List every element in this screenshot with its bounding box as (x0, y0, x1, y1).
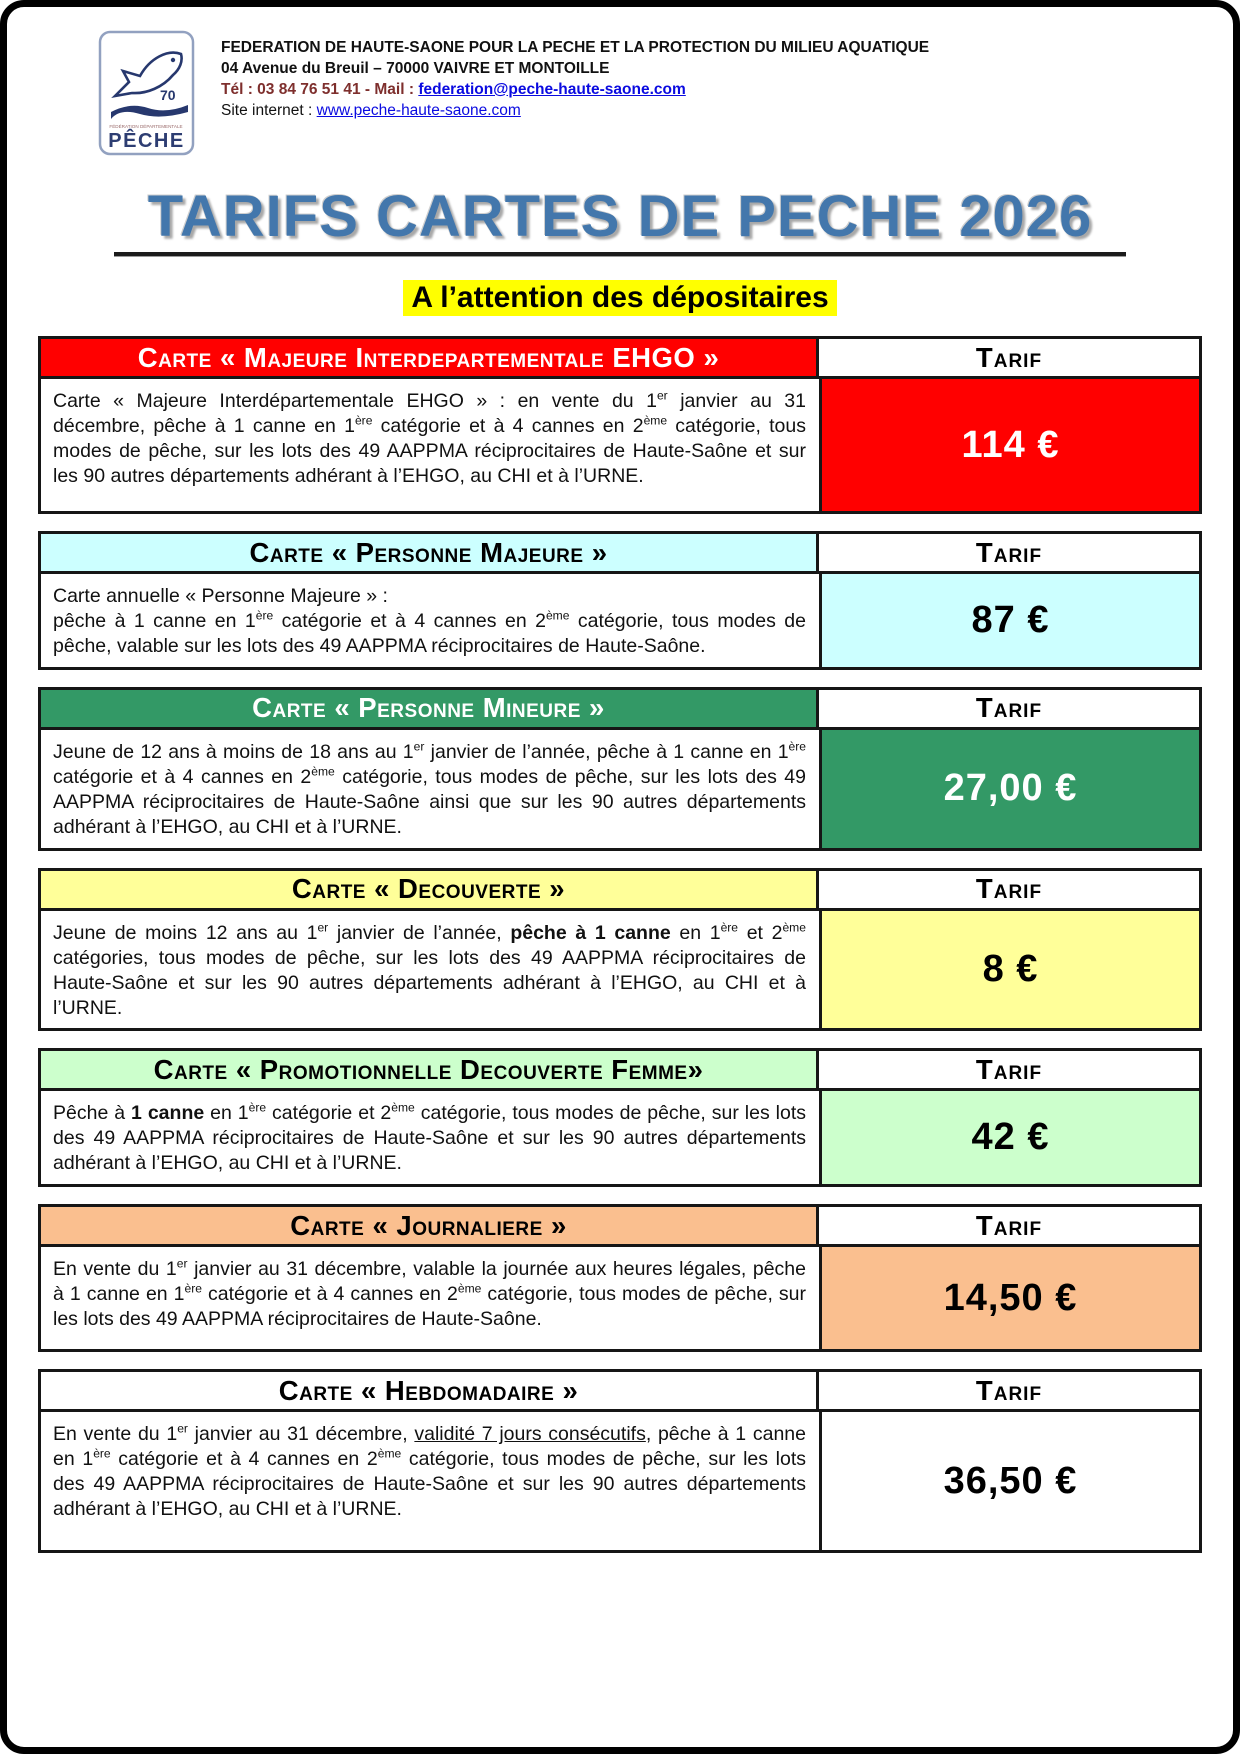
subtitle-block (38, 280, 1202, 316)
tariff-table-personne-mineure (38, 687, 1202, 851)
card-name-header: Carte « Promotionnelle Decouverte Femme» (41, 1051, 819, 1088)
website-line (221, 101, 929, 122)
phone-and-mail-line (221, 80, 929, 101)
table-body-row (41, 376, 1199, 511)
card-name-header: Carte « Decouverte » (41, 871, 819, 908)
tarif-column-header: Tarif (819, 1372, 1199, 1409)
card-name-header: Carte « Journaliere » (41, 1207, 819, 1244)
card-description: En vente du 1er janvier au 31 décembre, valable la journée aux heures légales, pêche à 1 canne en 1ère catégorie et à 4 cannes en 2ème catégorie, tous modes de pêche, sur les lots des 49 AAPPMA réciprocitaires de Haute-Saône. (53, 1256, 807, 1331)
logo-department-number: 70 (160, 87, 176, 103)
title-underline (114, 252, 1126, 256)
card-name-header: Carte « Majeure Interdepartementale EHGO » (41, 339, 819, 376)
card-name-header: Carte « Personne Majeure » (41, 534, 819, 571)
federation-name: FEDERATION DE HAUTE-SAONE POUR LA PECHE ET LA PROTECTION DU MILIEU AQUATIQUE (221, 39, 930, 56)
card-description: En vente du 1er janvier au 31 décembre, validité 7 jours consécutifs, pêche à 1 canne en 1ère catégorie et à 4 cannes en 2ème catégorie, tous modes de pêche, sur les lots des 49 AAPPMA réciprocitaires de Haute-Saône et sur les 90 autres départements adhérant à l’EHGO, au CHI et à l’URNE. (53, 1421, 807, 1521)
table-body-row (41, 908, 1199, 1029)
card-price: 87 € (819, 574, 1199, 667)
phone-label: Tél : 03 84 76 51 41 - Mail : (221, 80, 414, 98)
tarif-column-header: Tarif (819, 534, 1199, 571)
table-body-row (41, 727, 1199, 848)
card-price: 114 € (819, 379, 1199, 511)
tariff-table-promotionnelle-decouverte-femme (38, 1048, 1202, 1187)
tariff-table-majeure-interdepartementale-ehgo (38, 336, 1202, 514)
table-header-row (41, 339, 1199, 376)
card-price: 27,00 € (819, 730, 1199, 848)
website-label: Site internet : (221, 101, 313, 119)
federation-logo (98, 30, 195, 161)
table-header-row (41, 871, 1199, 908)
table-body-row (41, 1088, 1199, 1184)
table-body-row (41, 1244, 1199, 1349)
page-title: TARIFS CARTES DE PECHE 2026 (147, 184, 1093, 249)
card-price: 8 € (819, 911, 1199, 1029)
card-description: Jeune de 12 ans à moins de 18 ans au 1er janvier de l’année, pêche à 1 canne en 1ère catégorie et à 4 cannes en 2ème catégorie, tous modes de pêche, sur les lots des 49 AAPPMA réciprocitaires de Haute-Saône ainsi que sur les 90 autres départements adhérant à l’EHGO, au CHI et à l’URNE. (53, 739, 807, 838)
card-price: 36,50 € (819, 1412, 1199, 1550)
card-name-header: Carte « Hebdomadaire » (41, 1372, 819, 1409)
logo-brand-text: PÊCHE (108, 130, 185, 152)
tarif-column-header: Tarif (819, 339, 1199, 376)
table-body-row (41, 571, 1199, 667)
tariff-table-hebdomadaire (38, 1369, 1202, 1553)
email-link[interactable]: federation@peche-haute-saone.com (418, 80, 686, 98)
title-block (38, 183, 1202, 256)
card-description: Jeune de moins 12 ans au 1er janvier de l’année, pêche à 1 canne en 1ère et 2ème catégories, tous modes de pêche, sur les lots des 49 AAPPMA réciprocitaires de Haute-Saône et sur les 90 autres départements adhérant à l’EHGO, au CHI et à l’URNE. (53, 920, 806, 1019)
website-link[interactable]: www.peche-haute-saone.com (316, 101, 521, 119)
table-header-row (41, 534, 1199, 571)
document-header (98, 30, 1202, 161)
card-description: Carte « Majeure Interdépartementale EHGO » : en vente du 1er janvier au 31 décembre, pêche à 1 canne en 1ère catégorie et à 4 cannes en 2ème catégorie, tous modes de pêche, sur les lots des 49 AAPPMA réciprocitaires de Haute-Saône et sur les 90 autres départements adhérant à l’EHGO, au CHI et à l’URNE. (53, 388, 806, 487)
tariff-table-decouverte (38, 868, 1202, 1032)
card-price: 42 € (819, 1091, 1199, 1184)
tariff-tables (38, 336, 1202, 1553)
tarif-column-header: Tarif (819, 1207, 1199, 1244)
tarif-column-header: Tarif (819, 871, 1199, 908)
tarif-column-header: Tarif (819, 690, 1199, 727)
tarif-column-header: Tarif (819, 1051, 1199, 1088)
federation-contact-block (221, 38, 929, 161)
table-header-row (41, 690, 1199, 727)
fish-logo-icon (98, 30, 195, 156)
card-name-header: Carte « Personne Mineure » (41, 690, 819, 727)
table-header-row (41, 1051, 1199, 1088)
card-price: 14,50 € (819, 1247, 1199, 1349)
tariff-table-personne-majeure (38, 531, 1202, 670)
card-description: Pêche à 1 canne en 1ère catégorie et 2ème catégorie, tous modes de pêche, sur les lots des 49 AAPPMA réciprocitaires de Haute-Saône et sur les 90 autres départements adhérant à l’EHGO, au CHI et à l’URNE. (53, 1100, 806, 1175)
table-header-row (41, 1372, 1199, 1409)
federation-address: 04 Avenue du Breuil – 70000 VAIVRE ET MONTOILLE (221, 59, 610, 77)
page-subtitle: A l’attention des dépositaires (403, 280, 836, 316)
tariff-table-journaliere (38, 1204, 1202, 1352)
table-header-row (41, 1207, 1199, 1244)
table-body-row (41, 1409, 1199, 1550)
card-description: Carte annuelle « Personne Majeure » : pêche à 1 canne en 1ère catégorie et à 4 cannes en 2ème catégorie, tous modes de pêche, valable sur les lots des 49 AAPPMA réciprocitaires de Haute-Saône. (53, 585, 806, 657)
logo-small-text: FÉDÉRATION DÉPARTEMENTALE (109, 124, 183, 129)
